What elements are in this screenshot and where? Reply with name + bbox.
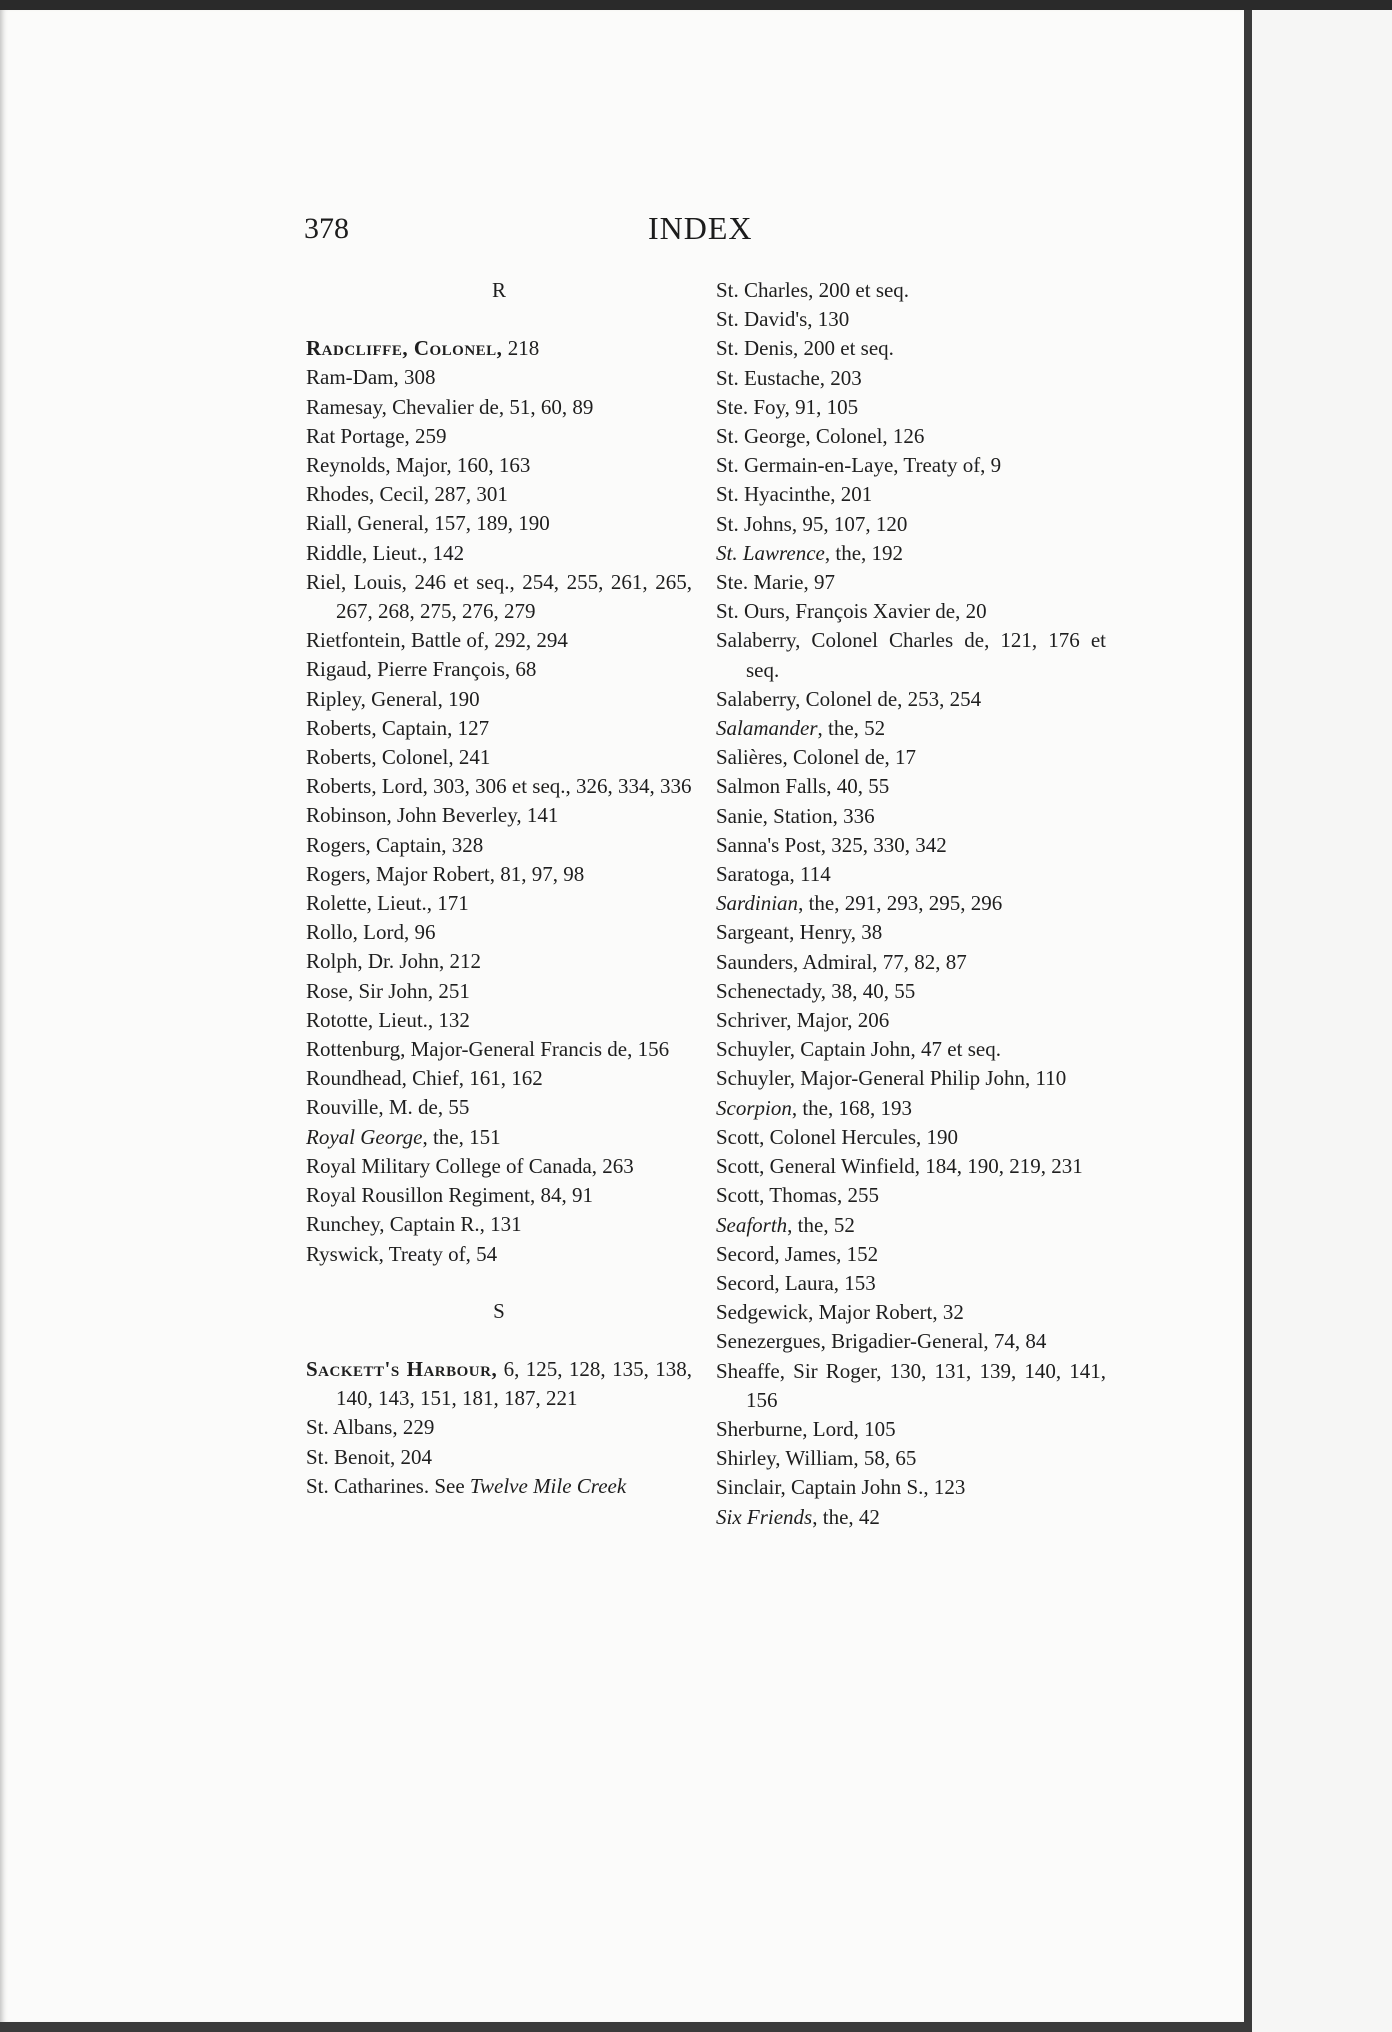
index-entry-text: Roberts, Captain, 127 [306,715,490,740]
index-entry [306,1064,692,1093]
index-entry-text: Rigaud, Pierre François, 68 [306,657,537,682]
index-entry-rest: , the, 52 [817,716,886,741]
index-entry [716,364,1106,393]
index-entry-italic: Twelve Mile Creek [469,1473,627,1498]
index-entry [306,451,692,480]
index-entry-text: St. Charles, 200 et seq. [716,278,910,302]
index-entry-text: St. Germain-en-Laye, Treaty of, 9 [716,453,1002,478]
index-entry-text: Saratoga, 114 [716,862,831,887]
index-entry [716,451,1106,480]
index-entry-text: Ste. Marie, 97 [716,570,835,595]
index-entry-text: Rogers, Captain, 328 [306,832,484,857]
index-entry-text: Sedgewick, Major Robert, 32 [716,1300,964,1325]
index-entry [306,393,692,422]
index-entry-text: Roundhead, Chief, 161, 162 [306,1066,543,1091]
index-entry-text: Rogers, Major Robert, 81, 97, 98 [306,861,585,886]
index-entry [716,802,1106,831]
index-entry [306,655,692,684]
index-entry-pre: St. Catharines. See [306,1473,470,1498]
index-entry-text: Saunders, Admiral, 77, 82, 87 [716,949,967,974]
index-entry [306,1181,692,1210]
index-entry-text: Rat Portage, 259 [306,423,447,448]
index-entry-text: St. Johns, 95, 107, 120 [716,511,908,536]
index-entry [716,568,1106,597]
index-entry-italic: Six Friends [716,1504,813,1529]
index-entry [716,1211,1106,1240]
index-entry-text: St. Denis, 200 et seq. [716,336,894,361]
index-entry [306,889,692,918]
index-entry-text: Roberts, Lord, 303, 306 et seq., 326, 334, 336 [306,774,692,799]
index-entry-rest: 6, 125, 128, 135, 138, 140, 143, 151, 181, 187, 221 [336,1356,692,1411]
index-entry [306,334,692,363]
index-entry-text: St. Hyacinthe, 201 [716,482,873,507]
index-entry-text: Scott, Thomas, 255 [716,1183,879,1208]
index-entry-text: Sanie, Station, 336 [716,803,875,828]
index-entry-rest: , the, 192 [824,540,904,565]
index-entry [716,1064,1106,1093]
index-entry [716,1240,1106,1269]
index-entry [306,1152,692,1181]
index-entry-rest: , the, 151 [422,1124,501,1149]
index-entry [716,480,1106,509]
index-entry [716,510,1106,539]
index-entry-text: Rollo, Lord, 96 [306,920,436,945]
index-entry [716,393,1106,422]
index-entry [716,1006,1106,1035]
index-entry [306,714,692,743]
index-entry-text: Ramesay, Chevalier de, 51, 60, 89 [306,394,594,419]
index-entry-italic: Salamander [716,716,818,741]
index-list-r [306,334,692,1269]
index-list-s-left [306,1355,692,1501]
index-entry [716,539,1106,568]
index-entry-text: Riddle, Lieut., 142 [306,540,465,565]
index-entry-rest: , the, 291, 293, 295, 296 [798,891,1003,916]
index-entry-text: Salières, Colonel de, 17 [716,745,917,770]
index-entry [716,714,1106,743]
index-entry [306,743,692,772]
page-number: 378 [304,212,349,245]
index-entry-text: St. George, Colonel, 126 [716,424,925,449]
index-entry-italic: Royal George [306,1124,423,1149]
index-column-left [306,276,692,1501]
index-entry-text: Schuyler, Captain John, 47 et seq. [716,1037,1001,1062]
index-entry [716,1152,1106,1181]
index-entry [306,831,692,860]
index-entry [716,1181,1106,1210]
index-entry-text: Riel, Louis, 246 et seq., 254, 255, 261, 265, 267, 268, 275, 276, 279 [306,569,692,624]
index-entry [306,1123,692,1152]
index-entry [306,1413,692,1442]
index-entry-text: Robinson, John Beverley, 141 [306,803,559,828]
index-entry-text: Schriver, Major, 206 [716,1008,890,1033]
index-entry [716,1503,1106,1532]
index-entry-text: Shirley, William, 58, 65 [716,1446,917,1471]
index-entry-text: Senezergues, Brigadier-General, 74, 84 [716,1329,1047,1354]
index-entry-text: Sherburne, Lord, 105 [716,1416,896,1441]
index-entry [306,772,692,801]
index-entry-lead: Sackett's Harbour, [306,1356,498,1381]
index-entry [306,626,692,655]
index-entry [306,1210,692,1239]
index-entry-italic: Scorpion [716,1095,792,1120]
index-entry [716,276,1106,305]
index-entry [716,334,1106,363]
index-entry [716,1357,1106,1415]
index-entry [306,1035,692,1064]
index-entry [716,305,1106,334]
index-entry [716,1444,1106,1473]
index-entry [306,509,692,538]
index-entry-text: Salmon Falls, 40, 55 [716,774,890,799]
adjacent-page-edge [1252,10,1392,2032]
index-entry-text: Runchey, Captain R., 131 [306,1212,522,1237]
index-entry-text: Scott, General Winfield, 184, 190, 219, 231 [716,1154,1083,1179]
index-entry-text: St. Albans, 229 [306,1415,435,1440]
index-entry [306,1355,692,1413]
index-entry [306,480,692,509]
index-entry-text: Ste. Foy, 91, 105 [716,394,859,419]
index-entry-text: Sinclair, Captain John S., 123 [716,1475,966,1500]
index-entry-rest: , the, 42 [812,1504,880,1529]
index-entry [306,685,692,714]
index-entry-lead: Radcliffe, Colonel, [306,336,503,361]
index-entry-text: Salaberry, Colonel de, 253, 254 [716,686,982,711]
index-entry [306,1006,692,1035]
index-entry [716,685,1106,714]
index-entry-text: Secord, James, 152 [716,1241,879,1266]
index-entry [716,1094,1106,1123]
index-entry-text: Ram-Dam, 308 [306,365,436,390]
index-entry [306,539,692,568]
index-entry [306,1240,692,1269]
index-entry-italic: St. Lawrence [716,540,825,565]
index-entry-text: Scott, Colonel Hercules, 190 [716,1124,959,1149]
index-entry-rest: , the, 168, 193 [791,1095,912,1120]
index-entry-rest: 218 [502,336,540,361]
index-entry [716,1035,1106,1064]
index-entry-text: Sheaffe, Sir Roger, 130, 131, 139, 140, 141, 156 [716,1358,1106,1412]
index-entry [716,889,1106,918]
running-head-title: INDEX [648,210,753,246]
index-entry-text: Rottenburg, Major-General Francis de, 156 [306,1037,670,1062]
index-entry [716,1415,1106,1444]
index-entry [716,743,1106,772]
index-entry-text: Schuyler, Major-General Philip John, 110 [716,1066,1067,1091]
index-entry-italic: Sardinian [716,891,799,916]
index-entry [716,597,1106,626]
index-entry-text: Secord, Laura, 153 [716,1270,876,1295]
index-entry-text: Rose, Sir John, 251 [306,978,470,1003]
index-entry-italic: Seaforth [716,1212,788,1237]
index-entry [306,860,692,889]
index-entry [306,568,692,626]
index-entry-text: Roberts, Colonel, 241 [306,745,491,770]
index-entry-text: Rototte, Lieut., 132 [306,1007,470,1032]
index-entry [716,831,1106,860]
index-entry-text: Ryswick, Treaty of, 54 [306,1241,498,1266]
index-entry-text: Rolph, Dr. John, 212 [306,949,482,974]
index-entry-text: Schenectady, 38, 40, 55 [716,978,916,1003]
section-letter-s: S [493,1298,505,1323]
index-entry-text: Riall, General, 157, 189, 190 [306,511,550,536]
index-entry-text: Royal Rousillon Regiment, 84, 91 [306,1183,593,1208]
index-entry-text: Salaberry, Colonel Charles de, 121, 176 et seq. [716,628,1106,682]
section-letter-r: R [491,278,506,302]
index-entry [716,1327,1106,1356]
index-entry [716,860,1106,889]
index-entry-rest: , the, 52 [787,1212,855,1237]
index-entry [306,363,692,392]
index-entry [306,1472,692,1501]
index-entry [716,772,1106,801]
scan-bottom-edge [0,2022,1252,2032]
index-entry [306,947,692,976]
index-entry [716,626,1106,684]
index-entry [306,1443,692,1472]
index-entry [716,1269,1106,1298]
index-entry-text: Reynolds, Major, 160, 163 [306,453,531,478]
index-entry [716,1123,1106,1152]
index-entry [716,948,1106,977]
index-entry [306,977,692,1006]
index-entry-text: Rolette, Lieut., 171 [306,891,469,916]
index-entry-text: Ripley, General, 190 [306,686,480,711]
index-list-s-right [716,276,1106,1532]
index-entry [716,422,1106,451]
index-entry-text: Rhodes, Cecil, 287, 301 [306,482,508,507]
index-entry-text: Rouville, M. de, 55 [306,1095,470,1120]
index-entry [306,801,692,830]
index-entry-text: Sargeant, Henry, 38 [716,920,883,945]
index-entry-text: St. Ours, François Xavier de, 20 [716,599,987,624]
index-entry-text: Rietfontein, Battle of, 292, 294 [306,628,568,653]
index-entry [306,1093,692,1122]
index-entry [716,1298,1106,1327]
index-entry [306,918,692,947]
index-entry-text: St. Benoit, 204 [306,1444,433,1469]
index-entry-text: St. Eustache, 203 [716,365,862,390]
index-entry [716,918,1106,947]
index-entry [306,422,692,451]
index-entry-text: St. David's, 130 [716,307,850,332]
index-column-right [716,276,1106,1532]
book-page [0,10,1244,2022]
index-entry-text: Sanna's Post, 325, 330, 342 [716,832,947,857]
page-gutter-shadow [1244,10,1252,2032]
index-entry [716,1473,1106,1502]
index-entry-text: Royal Military College of Canada, 263 [306,1153,634,1178]
index-entry [716,977,1106,1006]
